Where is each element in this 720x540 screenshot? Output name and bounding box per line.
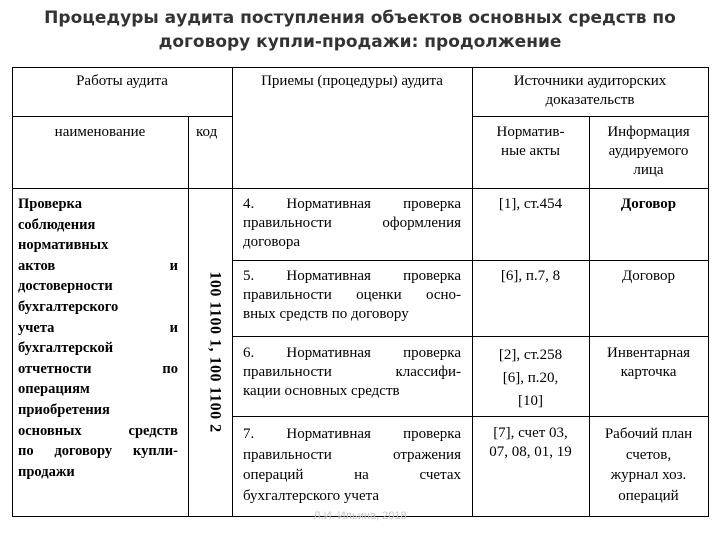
row-1-procedure: [243, 195, 461, 252]
work-line: основных средств: [18, 422, 178, 439]
title-line-1: Процедуры аудита поступления объектов основных средств по: [44, 8, 676, 28]
row-1-info: [589, 195, 708, 214]
header-info-line-2: аудируемого: [608, 143, 689, 159]
work-line: приобретения: [18, 401, 110, 418]
proc-line: операций на счетах: [243, 467, 461, 483]
row-4-info: [589, 424, 708, 506]
row-2-norm: [472, 267, 589, 286]
work-line: отчетности по: [18, 360, 178, 377]
norm-line: 07, 08, 01, 19: [489, 444, 572, 460]
row-4-procedure: [243, 424, 461, 506]
norm-line: [7], счет 03,: [493, 425, 568, 441]
title-line-2: договору купли-продажи: продолжение: [158, 32, 562, 52]
work-line: продажи: [18, 463, 75, 480]
info-line: Инвентарная: [606, 345, 691, 361]
header-info-line-1: Информация: [607, 124, 690, 140]
header-info-line-3: лица: [633, 162, 664, 178]
proc-line: кации основных средств: [243, 383, 400, 399]
row-divider-1: [232, 260, 709, 261]
proc-line: договора: [243, 234, 301, 250]
row-4-norm: [472, 424, 589, 462]
header-split-right: [472, 116, 709, 117]
info-line: операций: [618, 487, 679, 504]
work-line: учета и: [18, 319, 178, 336]
proc-line: правильности оценки осно-: [243, 287, 461, 303]
info-line: Договор: [622, 268, 675, 284]
proc-line: бухгалтерского учета: [243, 487, 380, 504]
work-line: актов и: [18, 257, 178, 274]
proc-line: правильности оформления: [243, 215, 461, 231]
col-divider-name: [188, 116, 189, 516]
code-cell: [203, 190, 227, 514]
work-line: бухгалтерской: [18, 340, 114, 357]
footer-watermark: Л.И. Ильина, 2018: [313, 510, 407, 522]
code-value: 100 1100 1, 100 1100 2: [207, 271, 225, 433]
work-line: бухгалтерского: [18, 298, 119, 315]
header-norm-acts: [472, 123, 589, 161]
table-top-border: [12, 67, 709, 68]
proc-line: правильности отражения: [243, 446, 461, 463]
header-sources-line-2: доказательств: [545, 92, 635, 108]
table-right-border: [708, 67, 709, 517]
row-2-procedure: [243, 267, 461, 324]
row-3-norm: [472, 344, 589, 413]
row-3-info: [589, 344, 708, 382]
proc-line: 4. Нормативная проверка: [243, 196, 461, 212]
work-line: Проверка: [18, 196, 82, 212]
work-line: операциям: [18, 381, 90, 398]
info-line: Договор: [620, 196, 677, 212]
header-name: наименование: [54, 124, 146, 140]
norm-line: [2], ст.258: [498, 347, 563, 363]
header-norm-line-1: Норматив-: [496, 124, 565, 140]
header-sources: [472, 72, 708, 110]
proc-line: 7. Нормативная проверка: [243, 426, 461, 442]
info-line: счетов,: [625, 446, 672, 463]
norm-line: [6], п.7, 8: [500, 268, 561, 284]
work-name-cell: [18, 194, 178, 482]
row-3-procedure: [243, 344, 461, 401]
header-code: код: [196, 124, 218, 140]
header-bottom-border: [12, 188, 709, 189]
norm-line: [10]: [518, 393, 543, 409]
norm-line: [1], ст.454: [498, 196, 563, 212]
norm-line: [6], п.20,: [502, 370, 559, 386]
header-works: Работы аудита: [76, 73, 168, 89]
work-line: достоверности: [18, 278, 113, 295]
work-line: по договору купли-: [18, 443, 178, 460]
header-procedures: Приемы (процедуры) аудита: [261, 73, 443, 89]
row-2-info: [589, 267, 708, 286]
work-line: нормативных: [18, 237, 109, 254]
info-line: журнал хоз.: [610, 467, 687, 483]
proc-line: 6. Нормативная проверка: [243, 345, 461, 361]
proc-line: 5. Нормативная проверка: [243, 268, 461, 284]
proc-line: вных средств по договору: [243, 306, 409, 322]
header-sources-line-1: Источники аудиторских: [513, 73, 667, 89]
header-norm-line-2: ные акты: [501, 143, 560, 159]
header-info: [589, 123, 708, 180]
row-divider-3: [232, 416, 709, 417]
work-line: соблюдения: [18, 216, 96, 233]
info-line: карточка: [620, 364, 677, 380]
page-title: [0, 6, 720, 54]
proc-line: правильности классифи-: [243, 364, 461, 380]
row-1-norm: [472, 195, 589, 214]
info-line: Рабочий план: [604, 426, 693, 442]
header-split-left: [12, 116, 232, 117]
row-divider-2: [232, 336, 709, 337]
